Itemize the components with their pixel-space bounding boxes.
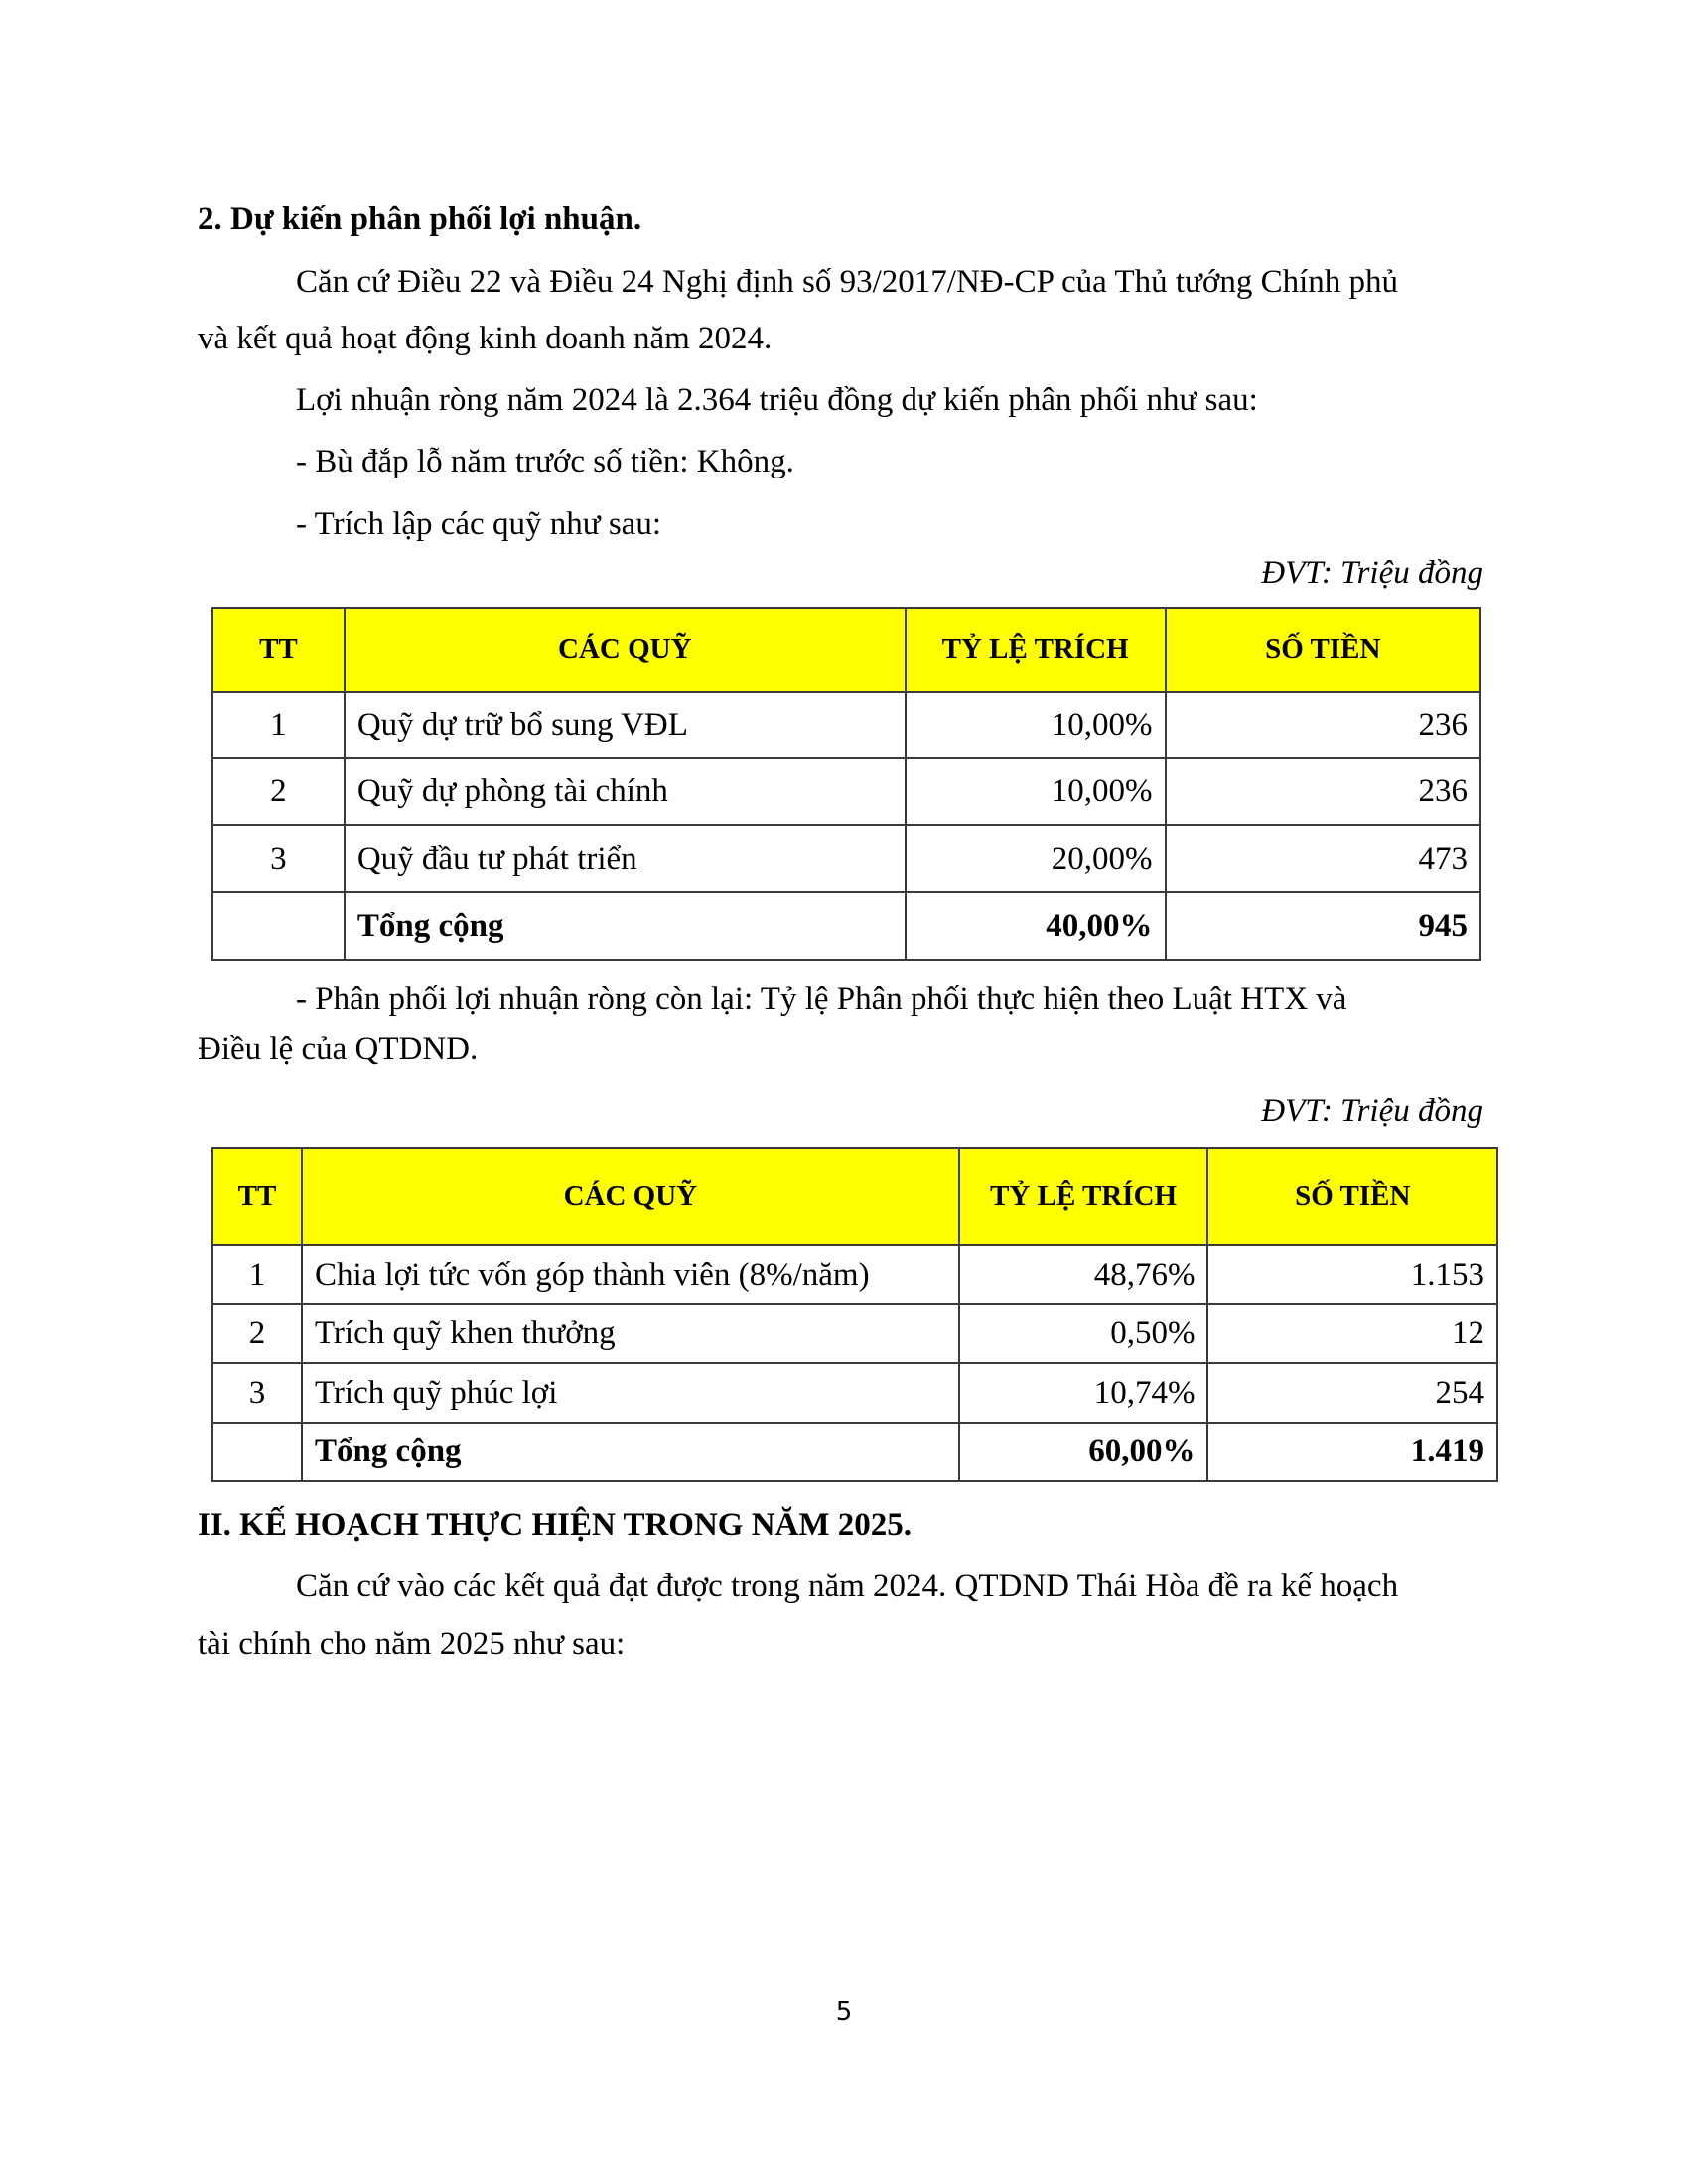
unit-label: ĐVT: Triệu đồng [1261,1093,1483,1129]
table-total-row [212,892,1480,960]
column-header: CÁC QUỸ [345,608,906,692]
paragraph-line: - Phân phối lợi nhuận ròng còn lại: Tỷ lệ Phân phối thực hiện theo Luật HTX và [296,981,1347,1017]
cell-total-label: Tổng cộng [345,892,906,960]
cell-total-amount: 945 [1166,892,1481,960]
cell-tt: 2 [212,1304,302,1363]
cell-rate: 10,00% [906,758,1166,825]
paragraph-line: và kết quả hoạt động kinh doanh năm 2024. [198,321,773,356]
table-row [212,1304,1497,1363]
cell-rate: 20,00% [906,825,1166,892]
cell-rate: 0,50% [959,1304,1208,1363]
cell-fund-name: Chia lợi tức vốn góp thành viên (8%/năm) [302,1245,959,1304]
fund-allocation-table [211,607,1481,961]
cell-fund-name: Trích quỹ khen thưởng [302,1304,959,1363]
cell-amount: 473 [1166,825,1481,892]
cell-tt: 3 [212,825,345,892]
column-header: CÁC QUỸ [302,1148,959,1245]
paragraph-line: Điều lệ của QTDND. [198,1031,479,1067]
paragraph: Lợi nhuận ròng năm 2024 là 2.364 triệu đồng dự kiến phân phối như sau: [296,382,1258,418]
table-row [212,1363,1497,1423]
cell-rate: 10,74% [959,1363,1208,1423]
table-row [212,825,1480,892]
cell-fund-name: Quỹ dự trữ bổ sung VĐL [345,692,906,758]
table-header-row [212,1148,1497,1245]
cell-total-label: Tổng cộng [302,1423,959,1481]
page-number: 5 [835,1997,853,2027]
unit-label: ĐVT: Triệu đồng [1261,555,1483,591]
cell-tt [212,892,345,960]
remaining-profit-table [211,1147,1498,1482]
cell-tt [212,1423,302,1481]
cell-amount: 236 [1166,692,1481,758]
column-header: SỐ TIỀN [1166,608,1481,692]
cell-fund-name: Trích quỹ phúc lợi [302,1363,959,1423]
paragraph-line: tài chính cho năm 2025 như sau: [198,1626,626,1662]
bullet-item: - Trích lập các quỹ như sau: [296,506,661,542]
cell-tt: 1 [212,692,345,758]
column-header: SỐ TIỀN [1207,1148,1497,1245]
cell-amount: 236 [1166,758,1481,825]
cell-amount: 1.153 [1207,1245,1497,1304]
cell-fund-name: Quỹ dự phòng tài chính [345,758,906,825]
column-header: TỶ LỆ TRÍCH [906,608,1166,692]
cell-total-rate: 60,00% [959,1423,1208,1481]
cell-tt: 3 [212,1363,302,1423]
cell-amount: 12 [1207,1304,1497,1363]
cell-rate: 48,76% [959,1245,1208,1304]
table-total-row [212,1423,1497,1481]
cell-rate: 10,00% [906,692,1166,758]
table-header-row [212,608,1480,692]
cell-fund-name: Quỹ đầu tư phát triển [345,825,906,892]
cell-amount: 254 [1207,1363,1497,1423]
column-header: TT [212,608,345,692]
cell-tt: 2 [212,758,345,825]
paragraph-line: Căn cứ vào các kết quả đạt được trong năm 2024. QTDND Thái Hòa đề ra kế hoạch [296,1569,1399,1604]
bullet-item: - Bù đắp lỗ năm trước số tiền: Không. [296,444,794,479]
column-header: TỶ LỆ TRÍCH [959,1148,1208,1245]
cell-total-amount: 1.419 [1207,1423,1497,1481]
section-heading: II. KẾ HOẠCH THỰC HIỆN TRONG NĂM 2025. [198,1507,913,1543]
column-header: TT [212,1148,302,1245]
cell-tt: 1 [212,1245,302,1304]
table-row [212,758,1480,825]
section-heading: 2. Dự kiến phân phối lợi nhuận. [198,202,642,237]
paragraph-line: Căn cứ Điều 22 và Điều 24 Nghị định số 93/2017/NĐ-CP của Thủ tướng Chính phủ [296,264,1399,300]
cell-total-rate: 40,00% [906,892,1166,960]
table-row [212,1245,1497,1304]
table-row [212,692,1480,758]
